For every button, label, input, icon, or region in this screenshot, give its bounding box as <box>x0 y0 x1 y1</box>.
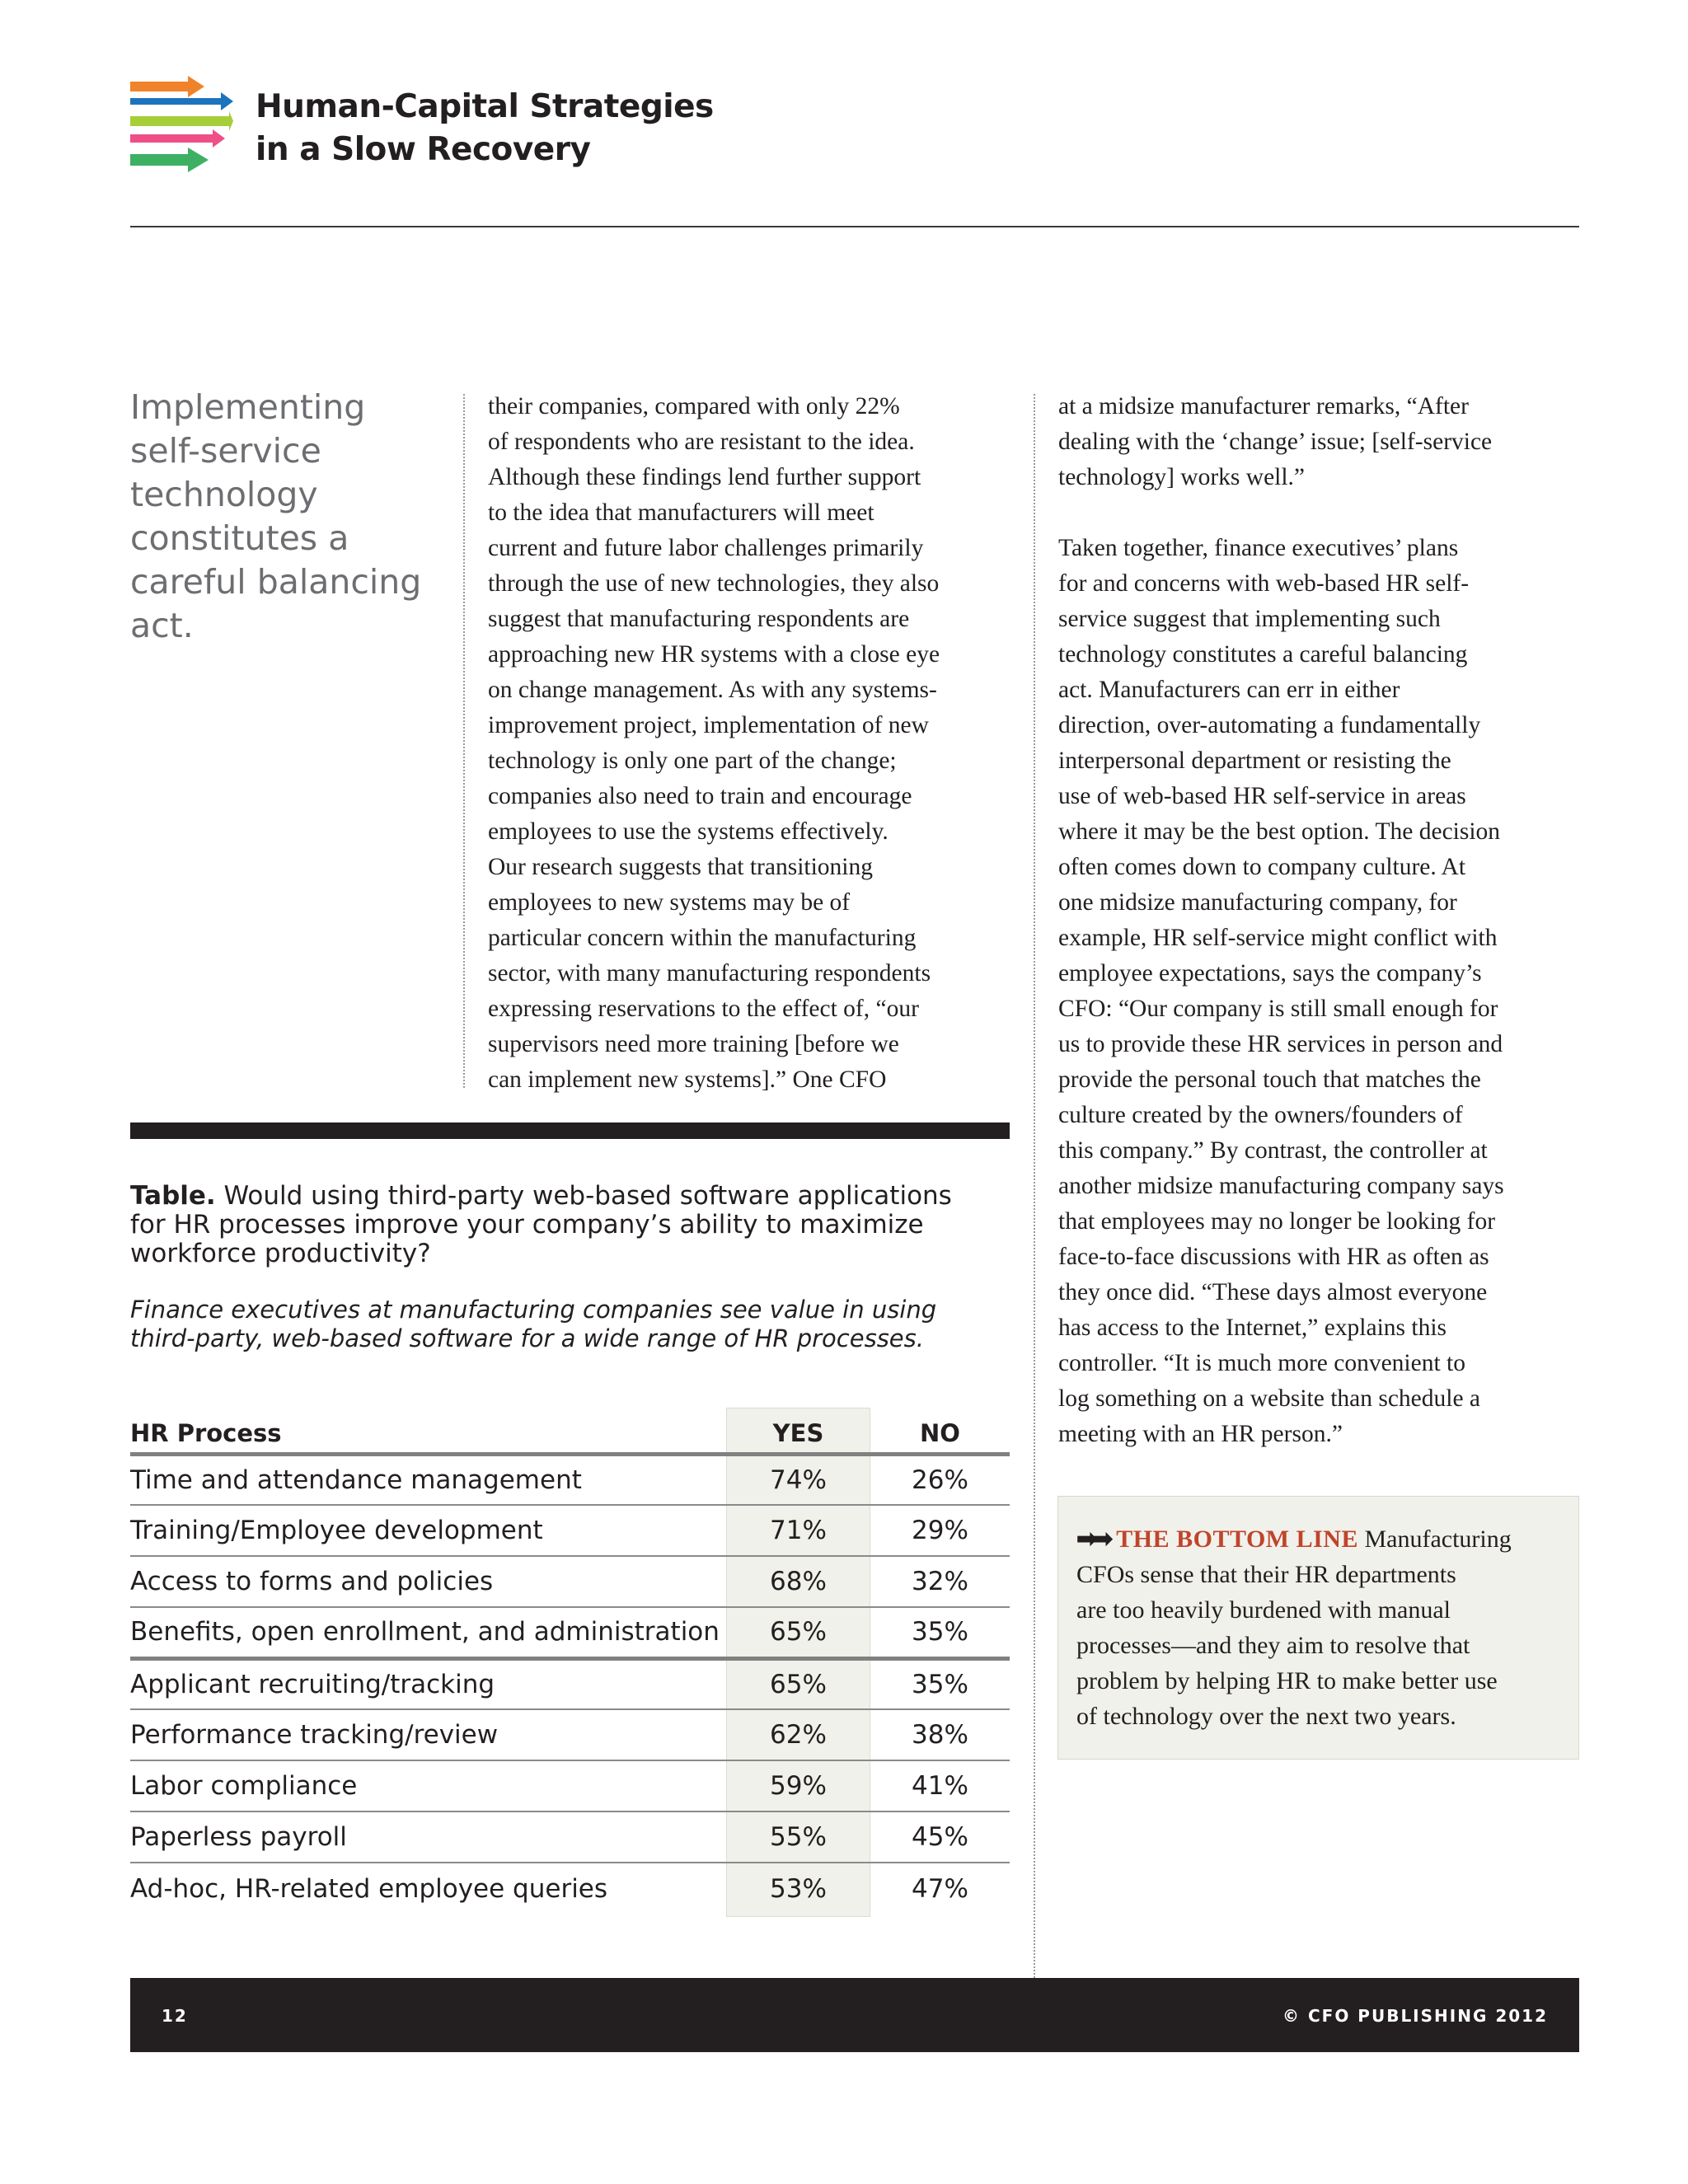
table-subtitle-line: third-party, web-based software for a wide range of HR processes. <box>130 1324 924 1352</box>
table-row <box>130 1863 1010 1914</box>
hr-process-table <box>130 1408 1010 1914</box>
process-cell: Training/Employee development <box>130 1505 726 1556</box>
page-footer <box>130 1978 1579 2052</box>
body-line: supervisors need more training [before we <box>488 1031 899 1057</box>
body-line: employee expectations, says the company’s <box>1058 960 1482 987</box>
yes-cell: 62% <box>726 1709 870 1760</box>
logo-arrow-lime <box>130 111 233 131</box>
table-question-line: Would using third-party web-based software applications <box>215 1181 952 1211</box>
body-line: at a midsize manufacturer remarks, “After <box>1058 393 1469 419</box>
yes-cell: 74% <box>726 1454 870 1505</box>
bottom-line-callout <box>1057 1496 1579 1760</box>
no-cell: 35% <box>870 1658 1010 1709</box>
table-row <box>130 1454 1010 1505</box>
document-title-line-2: in a Slow Recovery <box>256 131 591 168</box>
logo-arrow-pink <box>130 129 225 148</box>
body-line: Although these findings lend further support <box>488 464 921 490</box>
table-label: Table. <box>130 1181 216 1211</box>
body-line: has access to the Internet,” explains this <box>1058 1315 1447 1341</box>
body-line: technology] works well.” <box>1058 464 1306 490</box>
table-top-bar <box>130 1122 1010 1139</box>
yes-cell: 65% <box>726 1607 870 1658</box>
table-row <box>130 1556 1010 1607</box>
yes-cell: 68% <box>726 1556 870 1607</box>
body-line: employees to new systems may be of <box>488 889 851 916</box>
pull-quote: Implementing self-service technology constitutes a careful balancing act. <box>130 387 422 645</box>
column-divider-left <box>463 394 465 1088</box>
body-line: this company.” By contrast, the controller at <box>1058 1137 1488 1164</box>
bottom-line-heading: THE BOTTOM LINE <box>1116 1526 1358 1553</box>
bottom-line-text: Manufacturing <box>1364 1526 1512 1553</box>
yes-cell: 59% <box>726 1760 870 1811</box>
body-line: one midsize manufacturing company, for <box>1058 889 1457 916</box>
body-line: face-to-face discussions with HR as often as <box>1058 1244 1489 1270</box>
body-line: us to provide these HR services in person and <box>1058 1031 1503 1057</box>
yes-cell: 55% <box>726 1811 870 1863</box>
body-line: for and concerns with web-based HR self- <box>1058 570 1470 597</box>
process-cell: Applicant recruiting/tracking <box>130 1658 726 1709</box>
bottom-line-text: processes—and they aim to resolve that <box>1076 1632 1470 1659</box>
body-line: where it may be the best option. The decision <box>1058 818 1501 845</box>
body-line: direction, over-automating a fundamentally <box>1058 712 1481 738</box>
process-cell: Performance tracking/review <box>130 1709 726 1760</box>
body-line: to the idea that manufacturers will meet <box>488 499 874 526</box>
no-cell: 41% <box>870 1760 1010 1811</box>
body-line: that employees may no longer be looking for <box>1058 1208 1496 1235</box>
header-rule <box>130 226 1579 227</box>
body-line: provide the personal touch that matches the <box>1058 1066 1481 1093</box>
table-row <box>130 1658 1010 1709</box>
no-cell: 35% <box>870 1607 1010 1658</box>
body-line: suggest that manufacturing respondents are <box>488 606 910 632</box>
body-line: approaching new HR systems with a close eye <box>488 641 940 668</box>
body-line: log something on a website than schedule a <box>1058 1385 1481 1412</box>
body-line: example, HR self-service might conflict with <box>1058 925 1498 951</box>
body-line: on change management. As with any systems- <box>488 677 937 703</box>
body-line: technology constitutes a careful balancing <box>1058 641 1468 668</box>
body-line: act. Manufacturers can err in either <box>1058 677 1400 703</box>
body-column-middle <box>488 389 1015 1098</box>
table-row <box>130 1607 1010 1658</box>
body-line: sector, with many manufacturing respondents <box>488 960 931 987</box>
body-line: employees to use the systems effectively. <box>488 818 889 845</box>
process-cell: Benefits, open enrollment, and administration <box>130 1607 726 1658</box>
report-logo-arrows <box>130 74 233 177</box>
bottom-line-text: of technology over the next two years. <box>1076 1703 1456 1730</box>
header-hr-process: HR Process <box>130 1408 726 1454</box>
body-line: improvement project, implementation of new <box>488 712 929 738</box>
no-cell: 38% <box>870 1709 1010 1760</box>
body-line: interpersonal department or resisting the <box>1058 748 1451 774</box>
yes-cell: 71% <box>726 1505 870 1556</box>
header-yes: YES <box>726 1408 870 1454</box>
bottom-line-text: are too heavily burdened with manual <box>1076 1596 1451 1624</box>
bottom-line-text: CFOs sense that their HR departments <box>1076 1561 1456 1588</box>
no-cell: 32% <box>870 1556 1010 1607</box>
body-line: controller. “It is much more convenient to <box>1058 1350 1465 1376</box>
no-cell: 26% <box>870 1454 1010 1505</box>
body-line: use of web-based HR self-service in areas <box>1058 783 1466 809</box>
yes-cell: 65% <box>726 1658 870 1709</box>
copyright-notice: © CFO PUBLISHING 2012 <box>1282 2006 1548 2026</box>
body-line: expressing reservations to the effect of, “our <box>488 996 919 1022</box>
document-title <box>256 86 714 171</box>
body-line: particular concern within the manufacturing <box>488 925 917 951</box>
body-line: they once did. “These days almost everyone <box>1058 1279 1488 1305</box>
table-row <box>130 1760 1010 1811</box>
body-line: of respondents who are resistant to the idea. <box>488 429 915 455</box>
process-cell: Ad-hoc, HR-related employee queries <box>130 1873 608 1904</box>
body-line: service suggest that implementing such <box>1058 606 1441 632</box>
table-subtitle-line: Finance executives at manufacturing companies see value in using <box>130 1296 937 1324</box>
body-line: technology is only one part of the change; <box>488 748 897 774</box>
table-question-line: workforce productivity? <box>130 1239 431 1268</box>
body-line: another midsize manufacturing company says <box>1058 1173 1504 1199</box>
body-line: can implement new systems].” One CFO <box>488 1066 887 1093</box>
table-question-line: for HR processes improve your company’s ability to maximize <box>130 1210 924 1240</box>
header-no: NO <box>870 1408 1010 1454</box>
body-line: companies also need to train and encourage <box>488 783 912 809</box>
body-column-right <box>1058 389 1586 1452</box>
table-subtitle <box>130 1296 1010 1353</box>
body-line: dealing with the ‘change’ issue; [self-service <box>1058 429 1493 455</box>
table-header-row <box>130 1408 1010 1454</box>
no-cell: 45% <box>870 1811 1010 1863</box>
table-row <box>130 1505 1010 1556</box>
table-caption <box>130 1182 1010 1268</box>
body-line: culture created by the owners/founders of <box>1058 1102 1463 1128</box>
bottom-line-text: problem by helping HR to make better use <box>1076 1667 1498 1694</box>
table-row <box>130 1709 1010 1760</box>
body-line: CFO: “Our company is still small enough for <box>1058 996 1498 1022</box>
table-row <box>130 1811 1010 1863</box>
body-line: their companies, compared with only 22% <box>488 393 900 419</box>
body-line: Our research suggests that transitioning <box>488 854 873 880</box>
no-cell: 47% <box>912 1873 968 1904</box>
logo-arrow-orange <box>130 76 204 97</box>
process-cell: Paperless payroll <box>130 1811 726 1863</box>
logo-arrow-blue <box>130 92 233 110</box>
process-cell: Time and attendance management <box>130 1454 726 1505</box>
body-line: meeting with an HR person.” <box>1058 1421 1343 1447</box>
document-title-line-1: Human-Capital Strategies <box>256 88 714 125</box>
body-line: often comes down to company culture. At <box>1058 854 1466 880</box>
body-line: current and future labor challenges primarily <box>488 535 924 561</box>
body-line: through the use of new technologies, they also <box>488 570 940 597</box>
yes-cell: 53% <box>770 1873 827 1904</box>
no-cell: 29% <box>870 1505 1010 1556</box>
logo-arrow-green <box>130 148 209 172</box>
double-arrow-icon: ➡➡ <box>1076 1526 1109 1553</box>
column-divider-right <box>1034 394 1035 1978</box>
body-line: Taken together, finance executives’ plans <box>1058 535 1459 561</box>
process-cell: Access to forms and policies <box>130 1556 726 1607</box>
page-number: 12 <box>162 2006 188 2026</box>
process-cell: Labor compliance <box>130 1760 726 1811</box>
